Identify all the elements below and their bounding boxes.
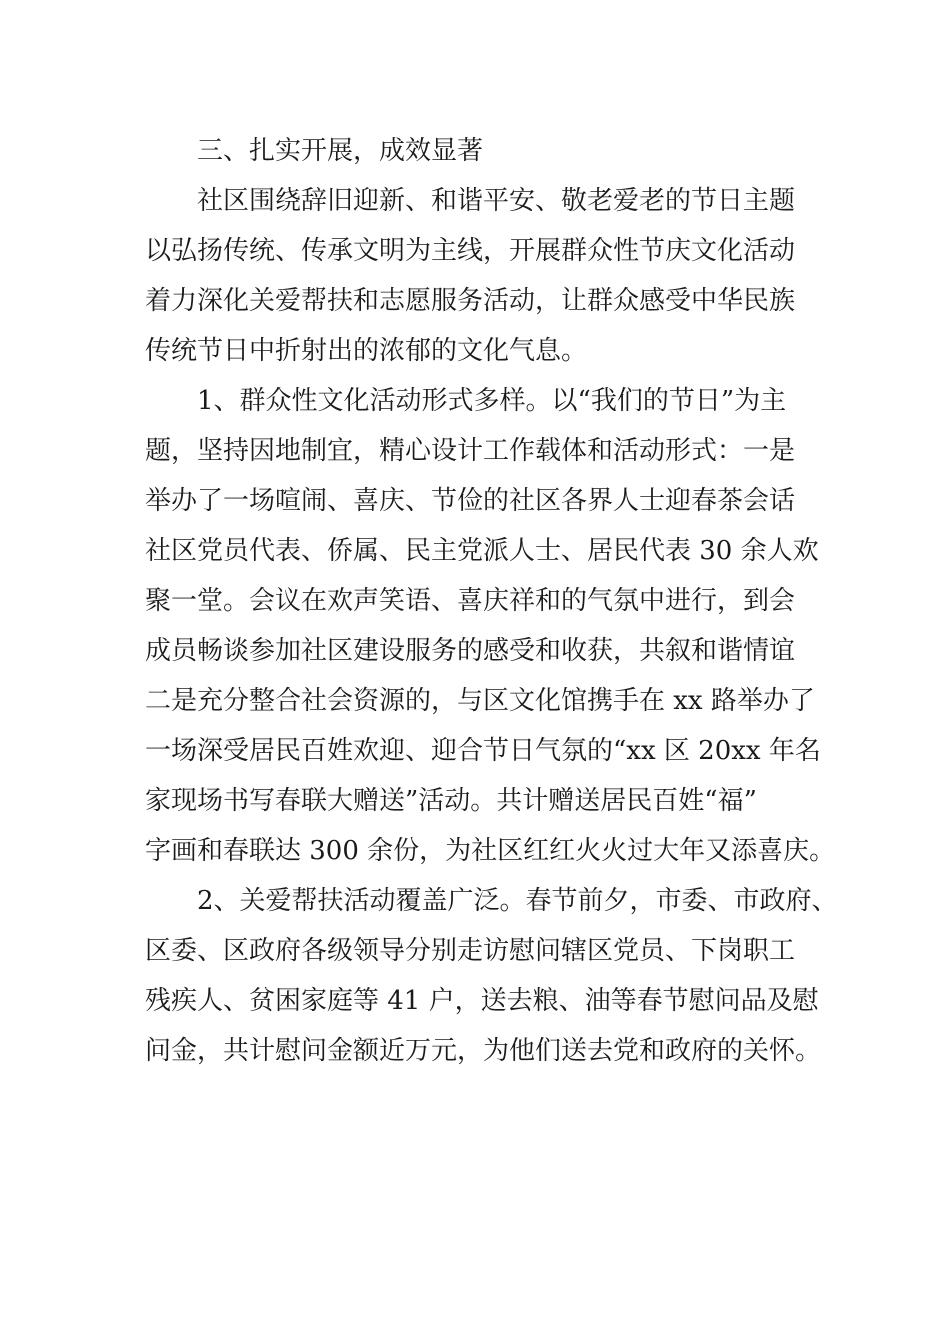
paragraph-2-line-7: 二是充分整合社会资源的，与区文化馆携手在 xx 路举办了 bbox=[145, 686, 815, 716]
paragraph-1-line-1: 社区围绕辞旧迎新、和谐平安、敬老爱老的节日主题 bbox=[197, 186, 796, 216]
paragraph-2-line-5: 聚一堂。会议在欢声笑语、喜庆祥和的气氛中进行，到会 bbox=[145, 586, 796, 616]
paragraph-3-line-2: 区委、区政府各级领导分别走访慰问辖区党员、下岗职工 bbox=[145, 936, 796, 966]
document-body bbox=[145, 126, 838, 1076]
paragraph-1-line-3: 着力深化关爱帮扶和志愿服务活动，让群众感受中华民族 bbox=[145, 286, 796, 316]
paragraph-3-line-1: 2、关爱帮扶活动覆盖广泛。春节前夕，市委、市政府、 bbox=[197, 886, 838, 916]
section-heading: 三、扎实开展，成效显著 bbox=[197, 136, 484, 166]
paragraph-2-line-4: 社区党员代表、侨属、民主党派人士、居民代表 30 余人欢 bbox=[145, 536, 819, 566]
paragraph-1-line-4: 传统节日中折射出的浓郁的文化气息。 bbox=[145, 336, 588, 366]
paragraph-2-line-8: 一场深受居民百姓欢迎、迎合节日气氛的“xx 区 20xx 年名 bbox=[145, 736, 821, 766]
paragraph-3-line-3: 残疾人、贫困家庭等 41 户，送去粮、油等春节慰问品及慰 bbox=[145, 986, 819, 1016]
paragraph-2-line-2: 题，坚持因地制宜，精心设计工作载体和活动形式：一是 bbox=[145, 436, 796, 466]
paragraph-2-line-10: 字画和春联达 300 余份，为社区红红火火过大年又添喜庆。 bbox=[145, 836, 836, 866]
paragraph-3-line-4: 问金，共计慰问金额近万元，为他们送去党和政府的关怀。 bbox=[145, 1036, 822, 1066]
paragraph-2-line-1: 1、群众性文化活动形式多样。以“我们的节日”为主 bbox=[197, 386, 787, 416]
paragraph-2-line-6: 成员畅谈参加社区建设服务的感受和收获，共叙和谐情谊 bbox=[145, 636, 796, 666]
paragraph-2-line-9: 家现场书写春联大赠送”活动。共计赠送居民百姓“福” bbox=[145, 786, 757, 816]
paragraph-2-line-3: 举办了一场喧闹、喜庆、节俭的社区各界人士迎春茶会话 bbox=[145, 486, 796, 516]
paragraph-1-line-2: 以弘扬传统、传承文明为主线，开展群众性节庆文化活动 bbox=[145, 236, 796, 266]
